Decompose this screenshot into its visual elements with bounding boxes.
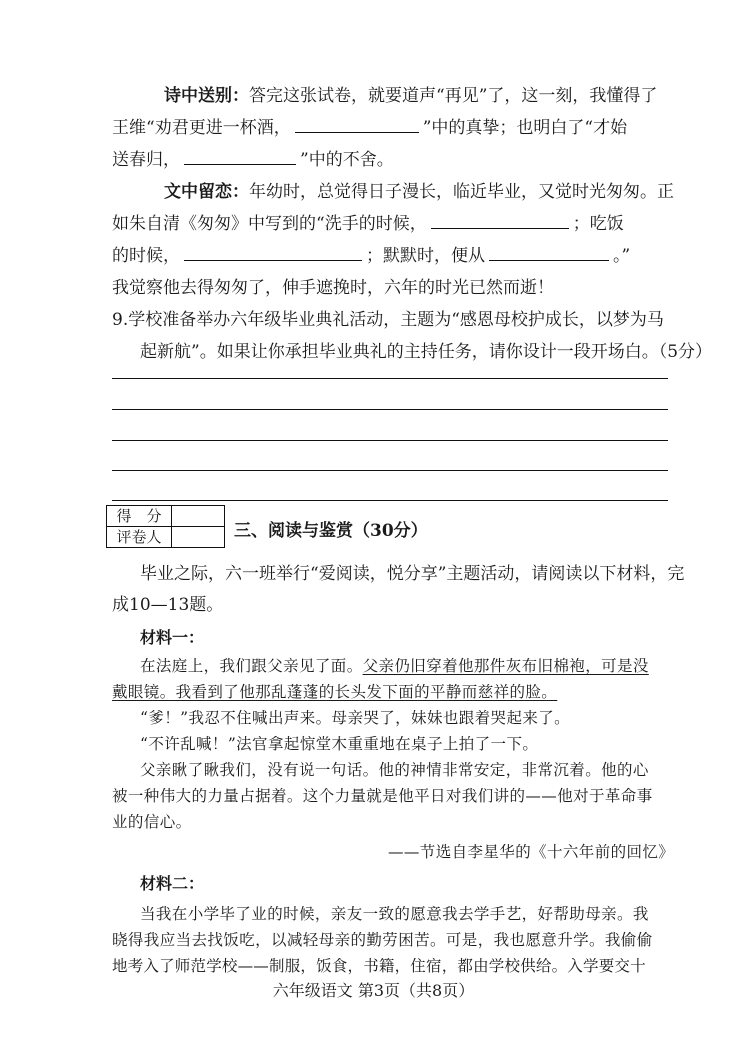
answer-writing-line[interactable] [112,500,668,501]
material1-p4-line3: 业的信心。 [112,813,192,831]
material1-p2: “爹！”我忍不住喊出声来。母亲哭了，妹妹也跟着哭起来了。 [140,709,571,727]
poem-farewell-line3 [112,148,394,172]
text-linger-line4: 我觉察他去得匆匆了，伸手遮挽时，六年的时光已然而逝！ [112,278,554,298]
text-linger-line3-b: ；默默时，便从 [366,246,485,266]
text-linger-line3-c: 。” [613,246,631,266]
material2-line2: 晓得我应当去找饭吃，以减轻母亲的勤劳困苦。可是，我也愿意升学。我偷偷 [112,931,653,949]
answer-writing-line[interactable] [112,470,668,471]
answer-blank[interactable] [431,214,569,229]
poem-farewell-text: 答完这张试卷，就要道声“再见”了，这一刻，我懂得了 [249,86,658,106]
poem-farewell-line2-b: ”中的真挚；也明白了“才始 [422,118,628,138]
score-box [106,505,225,548]
text-linger-line3 [112,244,630,268]
material1-source: ——节选自李星华的《十六年前的回忆》 [388,843,675,861]
text-linger-line2-b: ；吃饭 [572,214,624,234]
material2-line3: 地考入了师范学校——制服，饭食，书籍，住宿，都由学校供给。入学要交十 [112,957,646,975]
poem-farewell-line3-a: 送春归， [112,150,180,170]
answer-writing-line[interactable] [112,378,668,379]
material1-underlined-sentence: 父亲仍旧穿着他那件灰布旧棉袍，可是没 [362,657,649,675]
answer-writing-line[interactable] [112,440,668,441]
answer-writing-line[interactable] [112,409,668,410]
text-linger-label: 文中留恋： [164,182,249,202]
material2-label: 材料二： [140,874,205,893]
text-linger-text: 年幼时，总觉得日子漫长，临近毕业，又觉时光匆匆。正 [249,182,674,202]
material1-p1-text: 在法庭上，我们跟父亲见了面。 [140,657,363,675]
text-linger-line2-a: 如朱自清《匆匆》中写到的“洗手的时候， [112,214,427,234]
answer-blank[interactable] [295,118,419,133]
question9-line1: 9.学校准备举办六年级毕业典礼活动，主题为“感恩母校护成长，以梦为马 [112,310,664,330]
grader-label: 评卷人 [107,527,172,548]
text-linger-line2 [112,212,624,236]
material1-p3: “不许乱喊！”法官拿起惊堂木重重地在桌子上拍了一下。 [140,735,539,753]
material1-p4-line2: 被一种伟大的力量占据着。这个力量就是他平日对我们讲的——他对于革命事 [112,787,653,805]
material1-p1-line1 [140,654,649,678]
text-linger-line1 [164,180,674,204]
answer-blank[interactable] [489,246,609,261]
text-linger-line3-a: 的时候， [112,246,180,266]
answer-blank[interactable] [184,246,362,261]
poem-farewell-line3-b: ”中的不舍。 [300,150,394,170]
section3-intro-line2: 成10—13题。 [112,595,224,615]
page-footer: 六年级语文 第3页（共8页） [272,981,475,1000]
material1-p1-line2: 戴眼镜。我看到了他那乱蓬蓬的长头发下面的平静而慈祥的脸。 [112,683,558,701]
poem-farewell-line2 [112,116,627,140]
question9-line2: 起新航”。如果让你承担毕业典礼的主持任务，请你设计一段开场白。（5分） [140,342,713,362]
poem-farewell-line2-a: 王维“劝君更进一杯酒， [112,118,291,138]
material2-line1: 当我在小学毕了业的时候，亲友一致的愿意我去学手艺，好帮助母亲。我 [140,905,649,923]
poem-farewell-label: 诗中送别： [164,86,249,106]
section3-title: 三、阅读与鉴赏（30分） [234,521,428,541]
section3-intro-line1: 毕业之际，六一班举行“爱阅读，悦分享”主题活动，请阅读以下材料，完 [140,564,685,584]
answer-blank[interactable] [184,150,296,165]
score-field[interactable] [172,506,225,527]
poem-farewell-line1 [164,84,657,108]
grader-field[interactable] [172,527,225,548]
material1-label: 材料一： [140,628,205,647]
material1-p4-line1: 父亲瞅了瞅我们，没有说一句话。他的神情非常安定，非常沉着。他的心 [140,761,649,779]
score-label: 得 分 [107,506,172,527]
